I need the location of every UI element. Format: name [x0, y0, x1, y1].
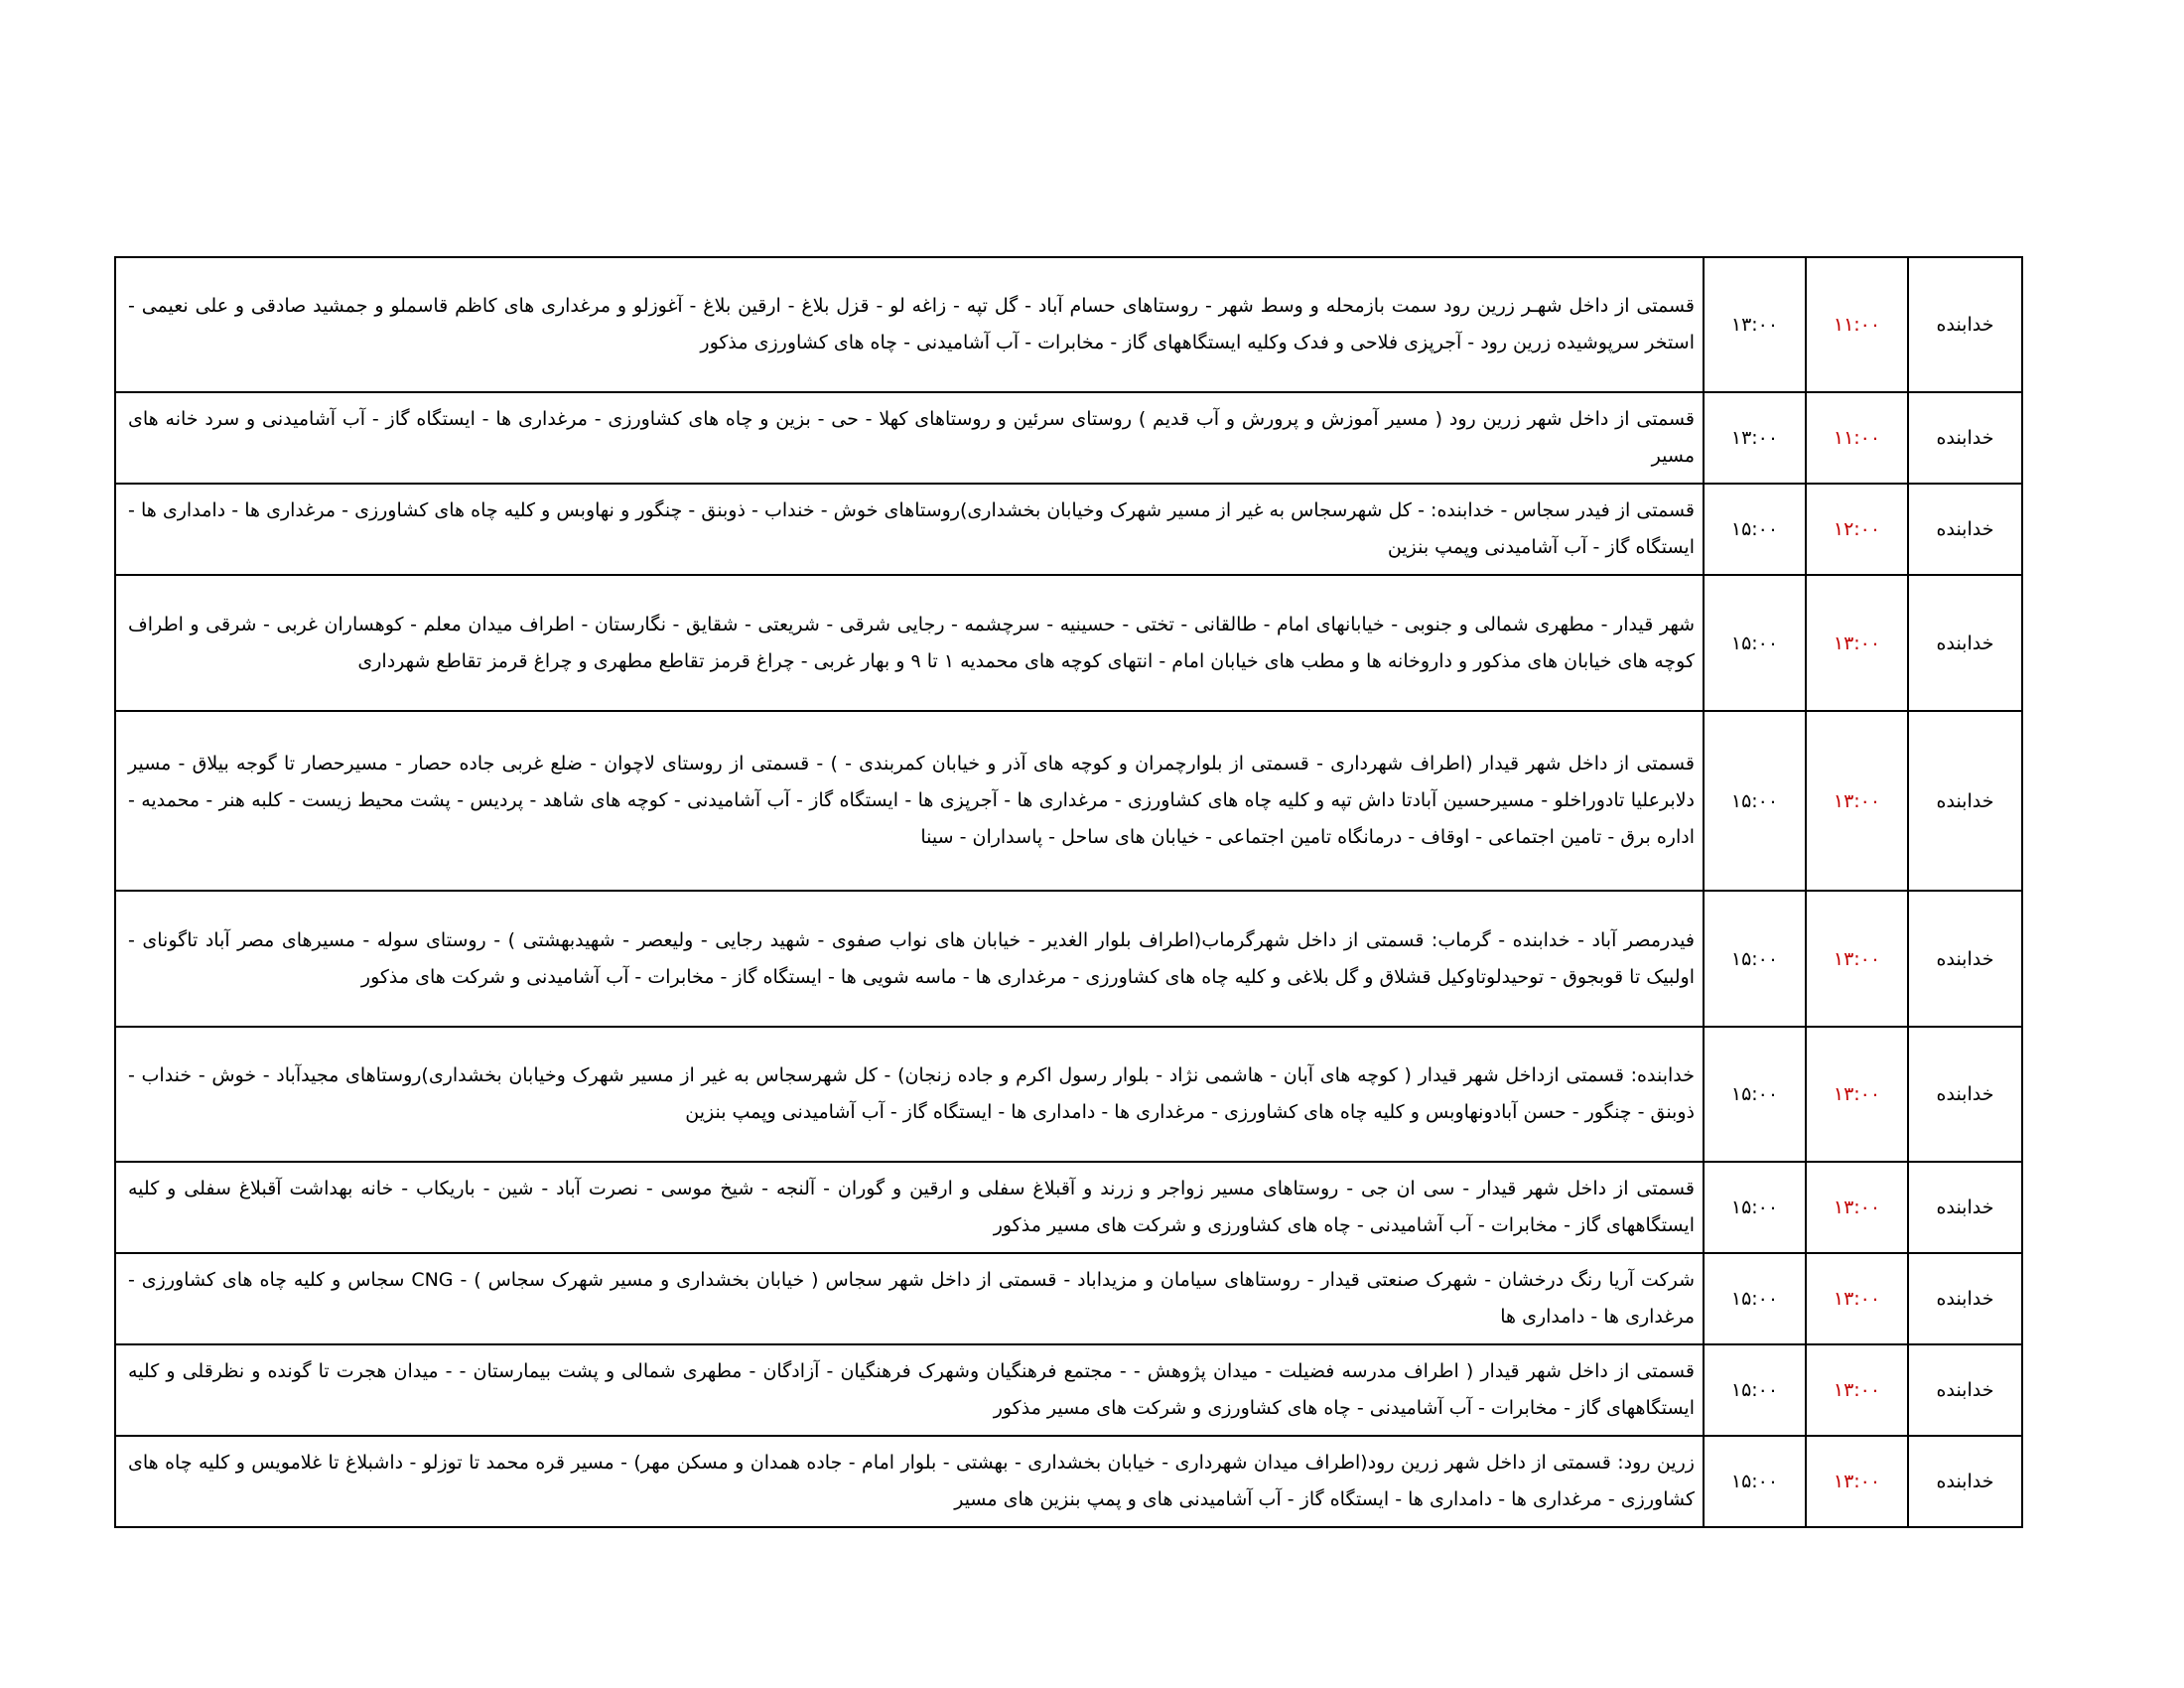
schedule-body	[115, 257, 2022, 1527]
area-cell: خدابنده: قسمتی ازداخل شهر قیدار ( کوچه های آبان - هاشمی نژاد - بلوار رسول اکرم و جاده زنجان) - کل شهرسجاس به غیر از مسیر شهرک وخیابان بخشداری)روستاهای مجیدآباد - خوش - خنداب - ذوبنق - چنگور - حسن آبادونهاوبس و کلیه چاه های کشاورزی - مرغداری ها - دامداری ها - ایستگاه گاز - آب آشامیدنی وپمپ بنزین	[115, 1027, 1704, 1162]
start-time-cell: ۱۱:۰۰	[1806, 392, 1908, 484]
start-time-cell: ۱۳:۰۰	[1806, 1253, 1908, 1344]
table-row	[115, 891, 2022, 1027]
city-cell: خدابنده	[1908, 1436, 2022, 1527]
area-cell: شرکت آریا رنگ درخشان - شهرک صنعتی قیدار - روستاهای سیامان و مزیداباد - قسمتی از داخل شهر سجاس ( خیابان بخشداری و مسیر شهرک سجاس ) - CNG سجاس و کلیه چاه های کشاورزی - مرغداری ها - دامداری ها	[115, 1253, 1704, 1344]
start-time-cell: ۱۳:۰۰	[1806, 1027, 1908, 1162]
end-time-cell: ۱۳:۰۰	[1704, 257, 1806, 392]
end-time-cell: ۱۵:۰۰	[1704, 1162, 1806, 1253]
area-cell: قسمتی از داخل شهر زرین رود ( مسیر آموزش و پرورش و آب قدیم ) روستای سرئین و روستاهای کهلا - حی - بزین و چاه های کشاورزی - مرغداری ها - ایستگاه گاز - آب آشامیدنی و سرد خانه های مسیر	[115, 392, 1704, 484]
table-row	[115, 1436, 2022, 1527]
city-cell: خدابنده	[1908, 1027, 2022, 1162]
start-time-cell: ۱۳:۰۰	[1806, 711, 1908, 891]
area-cell: فیدرمصر آباد - خدابنده - گرماب: قسمتی از داخل شهرگرماب(اطراف بلوار الغدیر - خیابان های نواب صفوی - شهید رجایی - ولیعصر - شهیدبهشتی ) - روستای سوله - مسیرهای مصر آباد تاگونای - اولبیک تا قوبجوق - توحیدلوتاوکیل قشلاق و گل بلاغی و کلیه چاه های کشاورزی - مرغداری ها - ماسه شویی ها - ایستگاه گاز - مخابرات - آب آشامیدنی و شرکت های مذکور	[115, 891, 1704, 1027]
end-time-cell: ۱۵:۰۰	[1704, 1027, 1806, 1162]
table-row	[115, 484, 2022, 575]
start-time-cell: ۱۳:۰۰	[1806, 1436, 1908, 1527]
table-row	[115, 575, 2022, 711]
end-time-cell: ۱۵:۰۰	[1704, 711, 1806, 891]
table-row	[115, 1344, 2022, 1436]
city-cell: خدابنده	[1908, 711, 2022, 891]
end-time-cell: ۱۵:۰۰	[1704, 575, 1806, 711]
end-time-cell: ۱۵:۰۰	[1704, 484, 1806, 575]
area-cell: قسمتی از داخل شهر قیدار (اطراف شهرداری - قسمتی از بلوارچمران و کوچه های آذر و خیابان کمربندی - ) - قسمتی از روستای لاچوان - ضلع غربی جاده حصار - مسیرحصار تا گوجه بیلاق - مسیر دلابرعلیا تادوراخلو - مسیرحسین آبادتا داش تپه و کلیه چاه های کشاورزی - مرغداری ها - آجرپزی ها - ایستگاه گاز - آب آشامیدنی - کوچه های شاهد - پردیس - پشت محیط زیست - کلبه هنر - محمدیه - اداره برق - تامین اجتماعی - اوقاف - درمانگاه تامین اجتماعی - خیابان های ساحل - پاسداران - سینا	[115, 711, 1704, 891]
table-row	[115, 257, 2022, 392]
area-cell: قسمتی از داخل شهر قیدار - سی ان جی - روستاهای مسیر زواجر و زرند و آقبلاغ سفلی و ارقین و گوران - آلنجه - شیخ موسی - نصرت آباد - شین - باریکاب - خانه بهداشت آقبلاغ سفلی و کلیه ایستگاههای گاز - مخابرات - آب آشامیدنی - چاه های کشاورزی و شرکت های مسیر مذکور	[115, 1162, 1704, 1253]
table-row	[115, 711, 2022, 891]
table-row	[115, 392, 2022, 484]
table-row	[115, 1253, 2022, 1344]
area-cell: قسمتی از فیدر سجاس - خدابنده: - کل شهرسجاس به غیر از مسیر شهرک وخیابان بخشداری)روستاهای خوش - خنداب - ذوبنق - چنگور و نهاوبس و کلیه چاه های کشاورزی - مرغداری ها - دامداری ها - ایستگاه گاز - آب آشامیدنی وپمپ بنزین	[115, 484, 1704, 575]
city-cell: خدابنده	[1908, 392, 2022, 484]
city-cell: خدابنده	[1908, 1344, 2022, 1436]
area-cell: قسمتی از داخل شهر قیدار ( اطراف مدرسه فضیلت - میدان پژوهش - - مجتمع فرهنگیان وشهرک فرهنگیان - آزادگان - مطهری شمالی و پشت بیمارستان - - میدان هجرت تا گونده و نظرقلی و کلیه ایستگاههای گاز - مخابرات - آب آشامیدنی - چاه های کشاورزی و شرکت های مسیر مذکور	[115, 1344, 1704, 1436]
start-time-cell: ۱۳:۰۰	[1806, 1162, 1908, 1253]
city-cell: خدابنده	[1908, 575, 2022, 711]
end-time-cell: ۱۵:۰۰	[1704, 891, 1806, 1027]
area-cell: زرین رود: قسمتی از داخل شهر زرین رود(اطراف میدان شهرداری - خیابان بخشداری - بهشتی - بلوار امام - جاده همدان و مسکن مهر) - مسیر قره محمد تا توزلو - داشبلاغ تا غلامویس و کلیه چاه های کشاورزی - مرغداری ها - دامداری ها - ایستگاه گاز - آب آشامیدنی های و پمپ بنزین های مسیر	[115, 1436, 1704, 1527]
city-cell: خدابنده	[1908, 257, 2022, 392]
city-cell: خدابنده	[1908, 1253, 2022, 1344]
city-cell: خدابنده	[1908, 1162, 2022, 1253]
area-cell: شهر قیدار - مطهری شمالی و جنوبی - خیابانهای امام - طالقانی - تختی - حسینیه - سرچشمه - رجایی شرقی - شریعتی - شقایق - نگارستان - اطراف میدان معلم - کوهساران غربی - شرقی و اطراف کوچه های خیابان های مذکور و داروخانه ها و مطب های خیابان امام - انتهای کوچه های محمدیه ۱ تا ۹ و بهار غربی - چراغ قرمز تقاطع مطهری و چراغ قرمز تقاطع شهرداری	[115, 575, 1704, 711]
city-cell: خدابنده	[1908, 484, 2022, 575]
end-time-cell: ۱۳:۰۰	[1704, 392, 1806, 484]
start-time-cell: ۱۳:۰۰	[1806, 891, 1908, 1027]
outage-schedule-table	[114, 256, 2023, 1528]
start-time-cell: ۱۳:۰۰	[1806, 1344, 1908, 1436]
table-row	[115, 1027, 2022, 1162]
start-time-cell: ۱۳:۰۰	[1806, 575, 1908, 711]
start-time-cell: ۱۱:۰۰	[1806, 257, 1908, 392]
end-time-cell: ۱۵:۰۰	[1704, 1436, 1806, 1527]
end-time-cell: ۱۵:۰۰	[1704, 1253, 1806, 1344]
end-time-cell: ۱۵:۰۰	[1704, 1344, 1806, 1436]
city-cell: خدابنده	[1908, 891, 2022, 1027]
table-row	[115, 1162, 2022, 1253]
area-cell: قسمتی از داخل شهـر زرین رود سمت بازمحله و وسط شهر - روستاهای حسام آباد - گل تپه - زاغه لو - قزل بلاغ - ارقین بلاغ - آغوزلو و مرغداری های کاظم قاسملو و جمشید صادقی و علی نعیمی - استخر سرپوشیده زرین رود - آجرپزی فلاحی و فدک وکلیه ایستگاههای گاز - مخابرات - آب آشامیدنی - چاه های کشاورزی مذکور	[115, 257, 1704, 392]
start-time-cell: ۱۲:۰۰	[1806, 484, 1908, 575]
